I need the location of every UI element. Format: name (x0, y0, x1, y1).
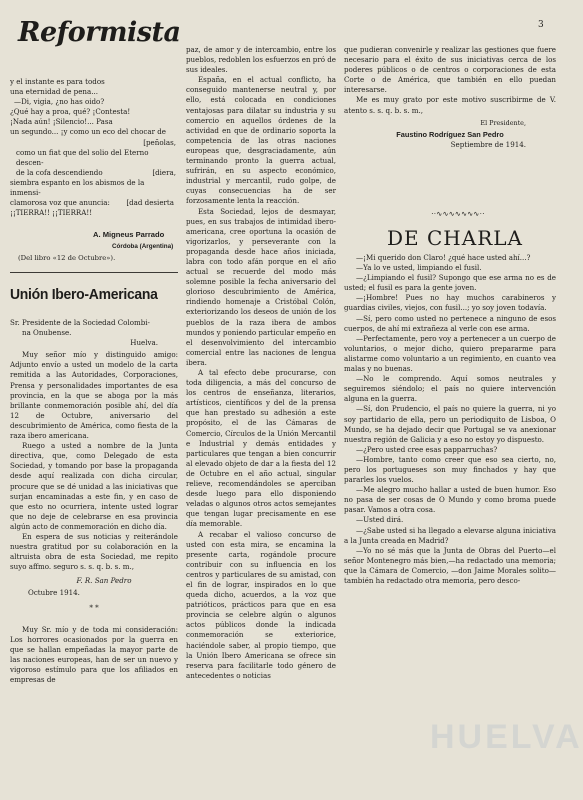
section-title: DE CHARLA (387, 226, 523, 250)
article-heading: Unión Ibero-Americana (10, 286, 158, 303)
poem-line: ¿Qué hay a proa, qué? ¡Contesta! (10, 107, 131, 117)
masthead-title: Reformista (18, 17, 181, 48)
dialogue (344, 253, 556, 586)
paragraph: A tal efecto debe procurarse, con toda diligencia, a más del concurso de los centros de enseñanza, literarios, artísticos, científicos y del de la prensa que han prestado su adhesión a este propósito, el de las Cámaras de Comercio, Círculos de la Unión Mercantil e Industrial y demás entidades y particulares que tengan a bien concurrir al elevado objeto de dar a la fiesta del 12 de Octubre en el año actual, singular relieve, recomendándoles se aperciban desde luego para ello disponiendo veladas o algunos otros actos semejantes que tengan lugar precisamente en ese día memorable. (186, 368, 336, 529)
president-name: Faustino Rodríguez San Pedro (396, 129, 504, 139)
section-divider (10, 272, 178, 273)
poem-line: de la cofa descendiendo (16, 167, 103, 177)
poem-line: [peñolas, (143, 137, 176, 147)
paragraph: Esta Sociedad, lejos de desmayar, pues, en sus trabajos de intimidad ibero-americana, cree oportuna la ocasión de vigorizarlos, y perseverante con la propaganda desde hace años iniciada, labra con todo afán porque en el año actual se recuerde del modo más solemne posible la fecha aniversario del glorioso descubrimiento de América, rindiendo homenaje a Cristóbal Colón, exteriorizando los deseos de unión de los pueblos de la raza ibera de ambos mundos y poniendo particular empeño en el desenvolvimiento del intercambio comercial entre las naciones de lengua ibera. (186, 206, 336, 367)
dialogue-line: —Ya lo ve usted, limpiando el fusil. (356, 263, 482, 273)
dialogue-line: —Hombre, tanto como creer que eso sea cierto, no, pero los portugueses son muy finchados y hay que pararles los vuelos. (344, 454, 556, 485)
paragraph: A recabar el valioso concurso de usted con esta mira, se encamina la presente carta, rogándole procure contribuir con su influencia en los centros y particulares de su amistad, con el fin de lograr, inspirados en lo que queda dicho, acuerdos, a la voz que patrióticos, prácticos para que en esa provincia se celebre algún o algunos actos públicos donde la indicada conmemoración se exteriorice, haciéndole saber, al propio tiempo, que la Unión Ibero Americana se ofrece sin reserva para facilitarle todo género de antecedentes o noticias (186, 529, 336, 680)
ornament-divider: ·⋅∿∿∿∿∿∿∿⋅· (431, 210, 485, 218)
poem-line: siembra espanto en los abismos de la inmensi- (10, 177, 145, 198)
poem-line: —Di, vigia, ¿no has oido? (14, 97, 105, 107)
poem-line: y el instante es para todos (10, 77, 105, 86)
poem-author: A. Migneus Parrado (93, 230, 165, 239)
dialogue-line: —¡Mi querido don Claro! ¿qué hace usted ahí...? (356, 253, 531, 262)
salutation: Sr. Presidente de la Sociedad Colombi- (10, 318, 150, 327)
dialogue-line: —¿Sabe usted si ha llegado a elevarse alguna iniciativa a la Junta creada en Madrid? (344, 525, 556, 545)
dialogue-line: —¿Limpiando el fusil? Supongo que ese arma no es de usted; el fusil es para la gente joven. (344, 273, 556, 293)
right-column-top (344, 45, 556, 150)
paragraph: Ruego a usted a nombre de la Junta directiva, que, como Delegado de esta Sociedad, y tomando por base la propaganda desde aquí realizada con dicha circular, procure que se dé unidad a las iniciativas que surjan encaminadas a este fin, y en caso de que esto no ocurriera, intente usted lograr que no deje de celebrarse en esa provincia algún acto de conmemoración en dicho día. (10, 441, 178, 531)
union-article (10, 318, 178, 685)
paragraph: que pudieran convenirle y realizar las gestiones que fuere necesario para el éxito de sus iniciativas cerca de los poderes públicos o de centros o corporaciones de esta Corte o de América, que también en ello puedan interesarse. (344, 45, 556, 95)
city: Huelva. (130, 338, 158, 348)
poem-source: (Del libro «12 de Octubre»). (18, 254, 116, 262)
poem-place: Córdoba (Argentina) (112, 243, 174, 250)
page-number: 3 (538, 20, 544, 30)
paragraph: Muy Sr. mío y de toda mi consideración: Los horrores ocasionados por la guerra en que se hallan empeñadas la mayor parte de las naciones europeas, han de ser un nuevo y vigoroso estímulo para que los afiliados en empresas de (10, 624, 178, 685)
salutation-cont: na Onubense. (22, 328, 72, 338)
poem (10, 77, 176, 218)
middle-column (186, 45, 336, 681)
paragraph: paz, de amor y de intercambio, entre los pueblos, redoblen los esfuerzos en pró de sus ideales. (186, 45, 336, 75)
paragraph: Me es muy grato por este motivo suscribirme de V. atento s. s. q. b. s. m., (344, 95, 556, 115)
dialogue-line: —Sí, pero como usted no pertenece a ninguno de esos cuerpos, de ahí mi extrañeza al verle con ese arma. (344, 313, 556, 333)
poem-line: una eternidad de pena... (10, 87, 98, 97)
poem-line: clamorosa voz que anuncia: (10, 198, 110, 208)
dialogue-line: —Yo no sé más que la Junta de Obras del Puerto—el señor Montenegro más bien,—ha redactado una memoria; que la Cámara de Comercio, —don Jaime Morales solito—también ha redactado otra memoria, pero desco- (344, 545, 556, 585)
paragraph: Muy señor mío y distinguido amigo: Adjunto envío a usted un modelo de la carta remitida a las Autoridades, Corporaciones, Prensa y personalidades importantes de esa provincia, en la que se aboga por la más brillante conmemoración posible ahí, del día 12 de Octubre, aniversario del descubrimiento de América, como fiesta de la raza ibero americana. (10, 350, 178, 441)
separator-stars: * * (89, 602, 99, 612)
paragraph: En espera de sus noticias y reiterándole nuestra gratitud por su colaboración en la altruista obra de esta Sociedad, me repito suyo affmo. seguro s. s. q. b. s. m., (10, 531, 178, 572)
dialogue-line: —¿Pero usted cree esas papparruchas? (356, 444, 498, 454)
poem-line: [dad desierta (126, 198, 174, 208)
poem-line: ¡¡TIERRA!! ¡¡TIERRA!! (10, 208, 93, 218)
paragraph: España, en el actual conflicto, ha conseguido mantenerse neutral y, por ello, está colocada en condiciones ventajosas para dilatar su industria y su comercio en aquellos órdenes de la actividad en que de ordinario soporta la competencia de las otras naciones europeas que, desgraciadamente, aún terminando pronto la guerra actual, sufrirán, en su aspecto económico, industrial y mercantil, rudo golpe, de cuyas consecuencias ha de ser forzosamente lenta la reacción. (186, 75, 336, 206)
poem-line: [diera, (152, 167, 176, 177)
dialogue-line: —Me alegro mucho hallar a usted de buen humor. Eso no pasa de ser cosas de O Mundo y como broma puede pasar. Vamos a otra cosa. (344, 485, 556, 515)
president-role: El Presidente, (480, 118, 526, 127)
poem-line: ¡Nada aún! ¡Silencio!... Pasa (10, 117, 113, 127)
dialogue-line: —Sí, don Prudencio, el país no quiere la guerra, ni yo soy partidario de ella, pero un periodiquito de Lisboa, O Mundo, se ha dejado decir que Portugal se va anexionar nuestra región de Galicia y a eso no estoy yo dispuesto. (344, 404, 556, 444)
signature: F. R. San Pedro (76, 576, 132, 586)
president-date: Septiembre de 1914. (450, 139, 526, 149)
dialogue-line: —Usted dirá. (356, 515, 404, 525)
poem-line: como un fiat que del solio del Eterno descen- (16, 147, 149, 167)
dialogue-line: —No le comprendo. Aquí somos neutrales y seguiremos siéndolo; el país no quiere intervención alguna en la guerra. (344, 374, 556, 404)
dialogue-line: —¡Hombre! Pues no hay muchos carabineros y guardias civiles, viejos, con fusil...; yo soy joven todavía. (344, 293, 556, 313)
masthead-logo (18, 13, 181, 63)
letter-date: Octubre 1914. (28, 588, 80, 598)
poem-line: un segundo... ¡y como un eco del chocar de (10, 127, 166, 137)
library-stamp: HUELVA (430, 718, 583, 756)
dialogue-line: —Perfectamente, pero voy a pertenecer a un cuerpo de voluntarios, o mejor dicho, quiero prepararme para alistarme como voluntario a un regimiento, en cuanto vea malas y no buenas. (344, 333, 556, 374)
